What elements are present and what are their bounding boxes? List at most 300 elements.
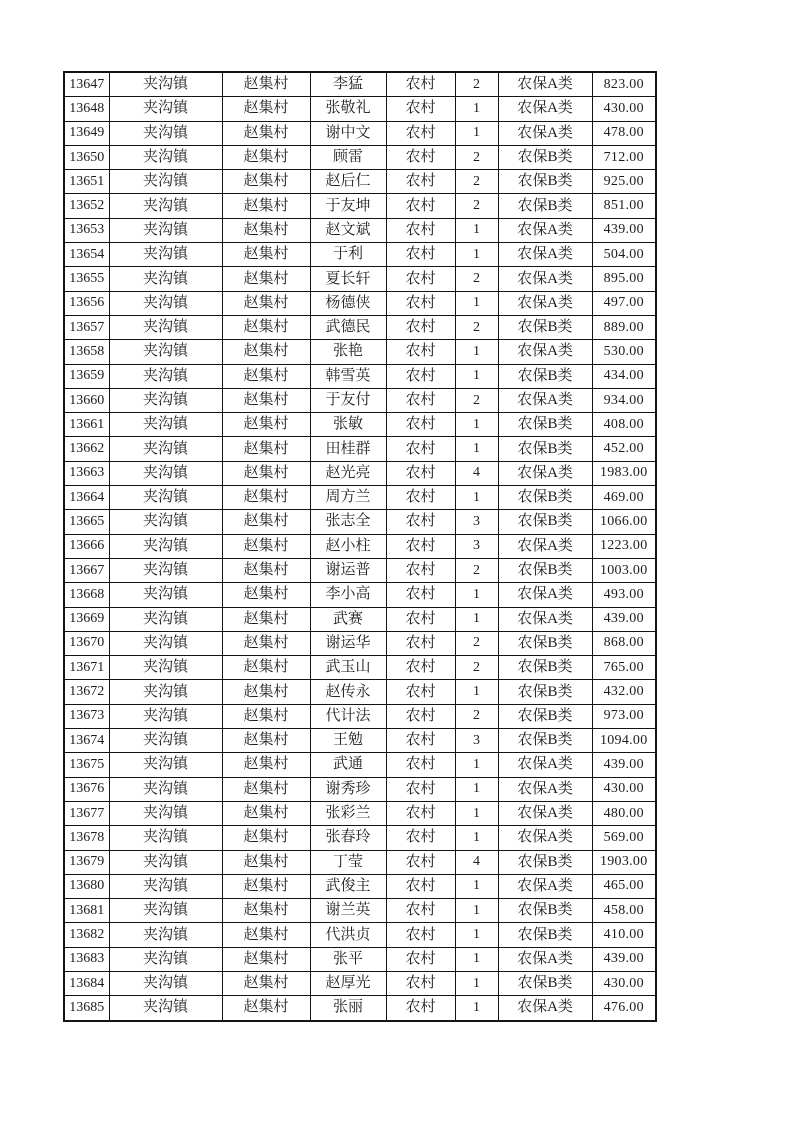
cell-town: 夹沟镇	[109, 777, 222, 801]
cell-amount: 934.00	[592, 388, 656, 412]
cell-serial: 13660	[64, 388, 109, 412]
cell-category: 农保A类	[498, 72, 592, 97]
cell-count: 1	[455, 971, 498, 995]
cell-count: 2	[455, 388, 498, 412]
cell-town: 夹沟镇	[109, 607, 222, 631]
cell-village: 赵集村	[222, 607, 310, 631]
table-row	[64, 364, 656, 388]
cell-town: 夹沟镇	[109, 583, 222, 607]
cell-name: 于友坤	[310, 194, 386, 218]
cell-residence: 农村	[386, 243, 455, 267]
cell-town: 夹沟镇	[109, 947, 222, 971]
cell-village: 赵集村	[222, 971, 310, 995]
cell-count: 4	[455, 461, 498, 485]
cell-name: 张志全	[310, 510, 386, 534]
cell-category: 农保B类	[498, 510, 592, 534]
cell-amount: 439.00	[592, 947, 656, 971]
cell-residence: 农村	[386, 656, 455, 680]
table-row	[64, 534, 656, 558]
cell-category: 农保A类	[498, 97, 592, 121]
cell-name: 张彩兰	[310, 801, 386, 825]
cell-village: 赵集村	[222, 243, 310, 267]
cell-name: 代计法	[310, 704, 386, 728]
cell-residence: 农村	[386, 534, 455, 558]
cell-amount: 1983.00	[592, 461, 656, 485]
cell-count: 1	[455, 340, 498, 364]
table-row	[64, 656, 656, 680]
table-row	[64, 170, 656, 194]
cell-residence: 农村	[386, 899, 455, 923]
cell-category: 农保A类	[498, 583, 592, 607]
cell-count: 1	[455, 413, 498, 437]
cell-count: 3	[455, 510, 498, 534]
table-row	[64, 607, 656, 631]
table-row	[64, 850, 656, 874]
cell-residence: 农村	[386, 947, 455, 971]
cell-serial: 13652	[64, 194, 109, 218]
cell-name: 赵光亮	[310, 461, 386, 485]
table-row	[64, 218, 656, 242]
cell-category: 农保B类	[498, 437, 592, 461]
cell-count: 2	[455, 194, 498, 218]
cell-serial: 13658	[64, 340, 109, 364]
cell-category: 农保A类	[498, 218, 592, 242]
cell-serial: 13679	[64, 850, 109, 874]
cell-serial: 13663	[64, 461, 109, 485]
cell-count: 1	[455, 899, 498, 923]
cell-count: 1	[455, 583, 498, 607]
cell-amount: 430.00	[592, 97, 656, 121]
cell-town: 夹沟镇	[109, 461, 222, 485]
table-row	[64, 704, 656, 728]
cell-amount: 1066.00	[592, 510, 656, 534]
table-body	[64, 72, 656, 1021]
cell-serial: 13682	[64, 923, 109, 947]
cell-name: 武赛	[310, 607, 386, 631]
cell-town: 夹沟镇	[109, 971, 222, 995]
cell-count: 3	[455, 534, 498, 558]
table-row	[64, 388, 656, 412]
cell-serial: 13669	[64, 607, 109, 631]
cell-town: 夹沟镇	[109, 194, 222, 218]
table-row	[64, 947, 656, 971]
cell-amount: 478.00	[592, 121, 656, 145]
cell-residence: 农村	[386, 194, 455, 218]
table-row	[64, 753, 656, 777]
cell-serial: 13678	[64, 826, 109, 850]
cell-name: 韩雪英	[310, 364, 386, 388]
cell-village: 赵集村	[222, 145, 310, 169]
cell-count: 1	[455, 874, 498, 898]
cell-category: 农保B类	[498, 680, 592, 704]
cell-town: 夹沟镇	[109, 340, 222, 364]
cell-category: 农保A类	[498, 874, 592, 898]
cell-count: 2	[455, 267, 498, 291]
cell-count: 1	[455, 243, 498, 267]
cell-name: 张丽	[310, 996, 386, 1021]
cell-count: 1	[455, 680, 498, 704]
cell-town: 夹沟镇	[109, 801, 222, 825]
cell-residence: 农村	[386, 996, 455, 1021]
cell-serial: 13667	[64, 558, 109, 582]
cell-count: 1	[455, 777, 498, 801]
cell-residence: 农村	[386, 777, 455, 801]
cell-name: 李小高	[310, 583, 386, 607]
cell-category: 农保A类	[498, 388, 592, 412]
cell-count: 1	[455, 753, 498, 777]
cell-residence: 农村	[386, 364, 455, 388]
cell-name: 赵小柱	[310, 534, 386, 558]
cell-name: 田桂群	[310, 437, 386, 461]
cell-village: 赵集村	[222, 680, 310, 704]
cell-count: 1	[455, 486, 498, 510]
table-row	[64, 874, 656, 898]
cell-town: 夹沟镇	[109, 850, 222, 874]
cell-residence: 农村	[386, 704, 455, 728]
cell-serial: 13662	[64, 437, 109, 461]
cell-name: 赵后仁	[310, 170, 386, 194]
cell-town: 夹沟镇	[109, 534, 222, 558]
cell-town: 夹沟镇	[109, 656, 222, 680]
cell-town: 夹沟镇	[109, 923, 222, 947]
table-row	[64, 777, 656, 801]
cell-name: 谢秀珍	[310, 777, 386, 801]
cell-name: 张艳	[310, 340, 386, 364]
cell-village: 赵集村	[222, 777, 310, 801]
cell-amount: 925.00	[592, 170, 656, 194]
cell-serial: 13683	[64, 947, 109, 971]
cell-name: 王勉	[310, 729, 386, 753]
cell-category: 农保B类	[498, 631, 592, 655]
table-row	[64, 801, 656, 825]
cell-name: 周方兰	[310, 486, 386, 510]
cell-count: 2	[455, 704, 498, 728]
cell-residence: 农村	[386, 826, 455, 850]
cell-serial: 13657	[64, 315, 109, 339]
cell-category: 农保B类	[498, 923, 592, 947]
cell-residence: 农村	[386, 874, 455, 898]
cell-serial: 13680	[64, 874, 109, 898]
cell-amount: 712.00	[592, 145, 656, 169]
cell-name: 张春玲	[310, 826, 386, 850]
table-row	[64, 267, 656, 291]
cell-count: 2	[455, 558, 498, 582]
cell-town: 夹沟镇	[109, 558, 222, 582]
cell-town: 夹沟镇	[109, 486, 222, 510]
cell-amount: 497.00	[592, 291, 656, 315]
cell-amount: 1003.00	[592, 558, 656, 582]
cell-name: 谢中文	[310, 121, 386, 145]
cell-serial: 13677	[64, 801, 109, 825]
cell-village: 赵集村	[222, 583, 310, 607]
cell-amount: 476.00	[592, 996, 656, 1021]
cell-category: 农保A类	[498, 267, 592, 291]
table-row	[64, 291, 656, 315]
cell-residence: 农村	[386, 413, 455, 437]
cell-serial: 13668	[64, 583, 109, 607]
cell-category: 农保A类	[498, 291, 592, 315]
cell-residence: 农村	[386, 315, 455, 339]
cell-village: 赵集村	[222, 194, 310, 218]
cell-serial: 13664	[64, 486, 109, 510]
cell-village: 赵集村	[222, 753, 310, 777]
cell-amount: 1903.00	[592, 850, 656, 874]
cell-category: 农保A类	[498, 826, 592, 850]
cell-serial: 13648	[64, 97, 109, 121]
cell-serial: 13676	[64, 777, 109, 801]
cell-category: 农保B类	[498, 704, 592, 728]
cell-town: 夹沟镇	[109, 218, 222, 242]
cell-name: 张平	[310, 947, 386, 971]
cell-village: 赵集村	[222, 631, 310, 655]
cell-name: 李猛	[310, 72, 386, 97]
cell-town: 夹沟镇	[109, 437, 222, 461]
table-row	[64, 996, 656, 1021]
cell-serial: 13649	[64, 121, 109, 145]
cell-count: 1	[455, 947, 498, 971]
cell-amount: 432.00	[592, 680, 656, 704]
cell-amount: 851.00	[592, 194, 656, 218]
cell-village: 赵集村	[222, 461, 310, 485]
cell-amount: 439.00	[592, 607, 656, 631]
cell-town: 夹沟镇	[109, 753, 222, 777]
cell-amount: 868.00	[592, 631, 656, 655]
cell-village: 赵集村	[222, 267, 310, 291]
cell-category: 农保A类	[498, 753, 592, 777]
cell-name: 张敏	[310, 413, 386, 437]
table-row	[64, 486, 656, 510]
cell-serial: 13672	[64, 680, 109, 704]
cell-town: 夹沟镇	[109, 97, 222, 121]
cell-category: 农保A类	[498, 607, 592, 631]
cell-village: 赵集村	[222, 850, 310, 874]
cell-category: 农保A类	[498, 461, 592, 485]
cell-category: 农保B类	[498, 899, 592, 923]
cell-residence: 农村	[386, 145, 455, 169]
cell-name: 杨德侠	[310, 291, 386, 315]
table-row	[64, 145, 656, 169]
cell-residence: 农村	[386, 267, 455, 291]
cell-residence: 农村	[386, 607, 455, 631]
cell-count: 2	[455, 656, 498, 680]
cell-category: 农保B类	[498, 971, 592, 995]
cell-category: 农保B类	[498, 170, 592, 194]
cell-amount: 493.00	[592, 583, 656, 607]
cell-name: 谢运华	[310, 631, 386, 655]
cell-village: 赵集村	[222, 801, 310, 825]
cell-category: 农保A类	[498, 340, 592, 364]
cell-serial: 13655	[64, 267, 109, 291]
table-row	[64, 97, 656, 121]
cell-count: 1	[455, 218, 498, 242]
cell-amount: 823.00	[592, 72, 656, 97]
cell-amount: 569.00	[592, 826, 656, 850]
cell-category: 农保B类	[498, 656, 592, 680]
cell-town: 夹沟镇	[109, 413, 222, 437]
cell-serial: 13656	[64, 291, 109, 315]
cell-category: 农保A类	[498, 534, 592, 558]
table-row	[64, 971, 656, 995]
cell-residence: 农村	[386, 218, 455, 242]
cell-town: 夹沟镇	[109, 170, 222, 194]
cell-town: 夹沟镇	[109, 145, 222, 169]
cell-category: 农保B类	[498, 364, 592, 388]
cell-name: 丁莹	[310, 850, 386, 874]
cell-count: 2	[455, 170, 498, 194]
cell-town: 夹沟镇	[109, 704, 222, 728]
cell-name: 代洪贞	[310, 923, 386, 947]
cell-name: 于友付	[310, 388, 386, 412]
cell-village: 赵集村	[222, 218, 310, 242]
cell-serial: 13673	[64, 704, 109, 728]
cell-amount: 430.00	[592, 971, 656, 995]
table-row	[64, 510, 656, 534]
table-row	[64, 558, 656, 582]
cell-town: 夹沟镇	[109, 874, 222, 898]
cell-count: 2	[455, 631, 498, 655]
cell-serial: 13675	[64, 753, 109, 777]
cell-name: 赵传永	[310, 680, 386, 704]
cell-amount: 452.00	[592, 437, 656, 461]
table-row	[64, 583, 656, 607]
cell-amount: 530.00	[592, 340, 656, 364]
cell-residence: 农村	[386, 437, 455, 461]
cell-category: 农保B类	[498, 558, 592, 582]
cell-count: 1	[455, 121, 498, 145]
cell-residence: 农村	[386, 72, 455, 97]
cell-village: 赵集村	[222, 510, 310, 534]
cell-village: 赵集村	[222, 996, 310, 1021]
cell-serial: 13653	[64, 218, 109, 242]
cell-town: 夹沟镇	[109, 510, 222, 534]
cell-name: 张敬礼	[310, 97, 386, 121]
cell-category: 农保A类	[498, 121, 592, 145]
cell-village: 赵集村	[222, 121, 310, 145]
cell-serial: 13661	[64, 413, 109, 437]
table-row	[64, 121, 656, 145]
cell-town: 夹沟镇	[109, 388, 222, 412]
cell-amount: 458.00	[592, 899, 656, 923]
cell-village: 赵集村	[222, 170, 310, 194]
cell-amount: 465.00	[592, 874, 656, 898]
table-row	[64, 413, 656, 437]
cell-serial: 13647	[64, 72, 109, 97]
cell-count: 3	[455, 729, 498, 753]
cell-town: 夹沟镇	[109, 631, 222, 655]
cell-village: 赵集村	[222, 97, 310, 121]
cell-village: 赵集村	[222, 656, 310, 680]
cell-residence: 农村	[386, 121, 455, 145]
cell-count: 2	[455, 315, 498, 339]
cell-category: 农保A类	[498, 996, 592, 1021]
cell-count: 1	[455, 923, 498, 947]
cell-count: 1	[455, 801, 498, 825]
cell-village: 赵集村	[222, 534, 310, 558]
table-row	[64, 194, 656, 218]
cell-serial: 13671	[64, 656, 109, 680]
cell-serial: 13684	[64, 971, 109, 995]
cell-residence: 农村	[386, 729, 455, 753]
cell-category: 农保B类	[498, 729, 592, 753]
cell-count: 1	[455, 996, 498, 1021]
table-row	[64, 631, 656, 655]
cell-serial: 13665	[64, 510, 109, 534]
cell-residence: 农村	[386, 340, 455, 364]
cell-amount: 439.00	[592, 218, 656, 242]
cell-residence: 农村	[386, 486, 455, 510]
cell-serial: 13666	[64, 534, 109, 558]
table-row	[64, 315, 656, 339]
cell-name: 武玉山	[310, 656, 386, 680]
cell-amount: 430.00	[592, 777, 656, 801]
table-row	[64, 899, 656, 923]
cell-category: 农保B类	[498, 486, 592, 510]
cell-count: 4	[455, 850, 498, 874]
cell-amount: 1223.00	[592, 534, 656, 558]
cell-category: 农保A类	[498, 947, 592, 971]
cell-category: 农保B类	[498, 413, 592, 437]
cell-amount: 434.00	[592, 364, 656, 388]
table-row	[64, 243, 656, 267]
cell-category: 农保A类	[498, 801, 592, 825]
cell-residence: 农村	[386, 923, 455, 947]
cell-count: 1	[455, 437, 498, 461]
cell-name: 夏长轩	[310, 267, 386, 291]
cell-residence: 农村	[386, 558, 455, 582]
cell-count: 2	[455, 72, 498, 97]
cell-residence: 农村	[386, 850, 455, 874]
cell-amount: 895.00	[592, 267, 656, 291]
cell-village: 赵集村	[222, 291, 310, 315]
cell-town: 夹沟镇	[109, 996, 222, 1021]
cell-village: 赵集村	[222, 558, 310, 582]
cell-residence: 农村	[386, 461, 455, 485]
cell-name: 武俊主	[310, 874, 386, 898]
cell-name: 谢运普	[310, 558, 386, 582]
cell-category: 农保A类	[498, 777, 592, 801]
table-row	[64, 461, 656, 485]
cell-town: 夹沟镇	[109, 899, 222, 923]
cell-village: 赵集村	[222, 364, 310, 388]
cell-count: 2	[455, 145, 498, 169]
cell-name: 谢兰英	[310, 899, 386, 923]
cell-village: 赵集村	[222, 704, 310, 728]
cell-village: 赵集村	[222, 437, 310, 461]
cell-town: 夹沟镇	[109, 291, 222, 315]
cell-serial: 13674	[64, 729, 109, 753]
cell-village: 赵集村	[222, 947, 310, 971]
cell-amount: 410.00	[592, 923, 656, 947]
cell-category: 农保B类	[498, 194, 592, 218]
cell-serial: 13670	[64, 631, 109, 655]
cell-residence: 农村	[386, 631, 455, 655]
cell-town: 夹沟镇	[109, 315, 222, 339]
cell-village: 赵集村	[222, 826, 310, 850]
cell-residence: 农村	[386, 680, 455, 704]
cell-town: 夹沟镇	[109, 72, 222, 97]
cell-village: 赵集村	[222, 315, 310, 339]
cell-village: 赵集村	[222, 874, 310, 898]
cell-town: 夹沟镇	[109, 729, 222, 753]
table-row	[64, 826, 656, 850]
cell-amount: 889.00	[592, 315, 656, 339]
cell-village: 赵集村	[222, 729, 310, 753]
table-row	[64, 72, 656, 97]
cell-count: 1	[455, 97, 498, 121]
cell-village: 赵集村	[222, 72, 310, 97]
table-row	[64, 340, 656, 364]
table-row	[64, 680, 656, 704]
